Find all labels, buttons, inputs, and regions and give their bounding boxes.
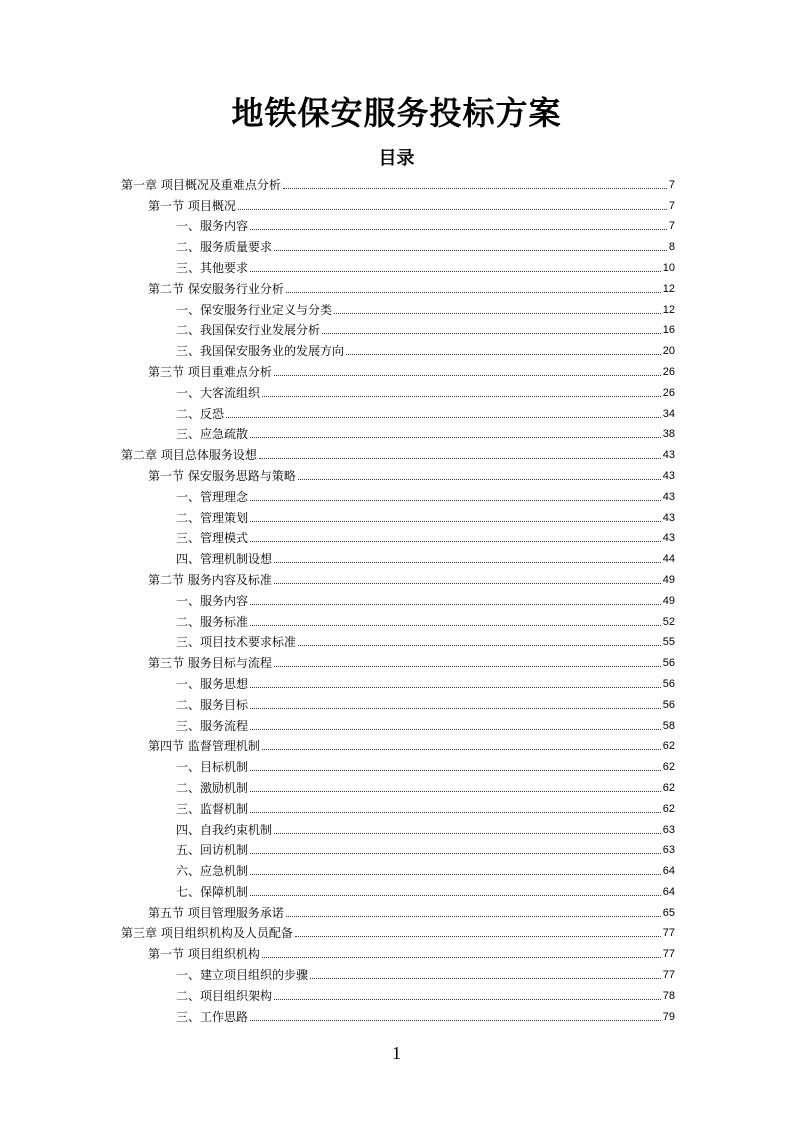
toc-entry-page: 43 bbox=[662, 532, 675, 545]
toc-heading: 目录 bbox=[378, 148, 415, 169]
toc-entry-label: 二、我国保安行业发展分析 bbox=[176, 323, 321, 338]
toc-entry[interactable] bbox=[121, 192, 675, 213]
toc-entry[interactable] bbox=[121, 483, 675, 504]
toc-entry-label: 五、回访机制 bbox=[176, 843, 249, 858]
toc-entry-label: 三、我国保安服务业的发展方向 bbox=[176, 344, 345, 359]
toc-entry-page: 44 bbox=[662, 553, 675, 566]
toc-entry-page: 16 bbox=[662, 324, 675, 337]
toc-entry-label: 二、管理策划 bbox=[176, 510, 249, 525]
toc-entry-page: 7 bbox=[668, 220, 675, 233]
toc-entry-label: 第一节 项目概况 bbox=[148, 198, 236, 213]
toc-entry[interactable] bbox=[121, 587, 675, 608]
toc-entry[interactable] bbox=[121, 899, 675, 920]
toc-entry[interactable] bbox=[121, 940, 675, 961]
toc-entry-page: 62 bbox=[662, 761, 675, 774]
toc-dot-leader bbox=[274, 665, 661, 667]
toc-entry[interactable] bbox=[121, 337, 675, 358]
toc-entry[interactable] bbox=[121, 233, 675, 254]
toc-entry-page: 77 bbox=[662, 948, 675, 961]
toc-dot-leader bbox=[250, 540, 661, 542]
toc-entry[interactable] bbox=[121, 254, 675, 275]
toc-dot-leader bbox=[250, 270, 661, 272]
toc-entry-page: 12 bbox=[662, 303, 675, 316]
toc-entry[interactable] bbox=[121, 275, 675, 296]
toc-entry-page: 7 bbox=[668, 199, 675, 212]
toc-entry[interactable] bbox=[121, 566, 675, 587]
toc-dot-leader bbox=[274, 582, 661, 584]
toc-entry[interactable] bbox=[121, 504, 675, 525]
toc-entry-label: 一、目标机制 bbox=[176, 760, 249, 775]
toc-entry-label: 二、激励机制 bbox=[176, 780, 249, 795]
toc-entry-page: 12 bbox=[662, 282, 675, 295]
toc-entry-label: 六、应急机制 bbox=[176, 864, 249, 879]
toc-dot-leader bbox=[274, 832, 661, 834]
toc-entry[interactable] bbox=[121, 961, 675, 982]
toc-dot-leader bbox=[274, 561, 661, 563]
toc-entry[interactable] bbox=[121, 878, 675, 899]
toc-entry[interactable] bbox=[121, 317, 675, 338]
toc-entry-page: 77 bbox=[662, 927, 675, 940]
toc-dot-leader bbox=[250, 852, 661, 854]
toc-dot-leader bbox=[298, 644, 661, 646]
toc-entry-label: 第一节 保安服务思路与策略 bbox=[148, 468, 296, 483]
toc-dot-leader bbox=[250, 873, 661, 875]
toc-entry-page: 43 bbox=[662, 490, 675, 503]
toc-entry-page: 26 bbox=[662, 365, 675, 378]
toc-dot-leader bbox=[298, 478, 661, 480]
toc-dot-leader bbox=[295, 935, 661, 937]
toc-entry-page: 62 bbox=[662, 740, 675, 753]
toc-entry-label: 二、服务质量要求 bbox=[176, 240, 273, 255]
toc-entry-page: 64 bbox=[662, 865, 675, 878]
toc-entry[interactable] bbox=[121, 691, 675, 712]
toc-entry-label: 二、服务目标 bbox=[176, 697, 249, 712]
toc-entry-label: 一、服务内容 bbox=[176, 593, 249, 608]
toc-entry-page: 65 bbox=[662, 906, 675, 919]
toc-dot-leader bbox=[250, 811, 661, 813]
toc-dot-leader bbox=[259, 457, 661, 459]
toc-dot-leader bbox=[250, 520, 661, 522]
toc-entry-label: 第一章 项目概况及重难点分析 bbox=[121, 177, 281, 192]
toc-entry[interactable] bbox=[121, 171, 675, 192]
toc-entry-label: 第三节 服务目标与流程 bbox=[148, 656, 272, 671]
toc-entry[interactable] bbox=[121, 296, 675, 317]
toc-dot-leader bbox=[250, 603, 661, 605]
toc-dot-leader bbox=[250, 790, 661, 792]
document-title: 地铁保安服务投标方案 bbox=[231, 94, 562, 132]
toc-dot-leader bbox=[250, 686, 661, 688]
toc-entry-label: 一、服务思想 bbox=[176, 676, 249, 691]
toc-entry-page: 62 bbox=[662, 781, 675, 794]
toc-entry[interactable] bbox=[121, 421, 675, 442]
toc-entry[interactable] bbox=[121, 795, 675, 816]
toc-entry-label: 二、反恐 bbox=[176, 406, 225, 421]
toc-dot-leader bbox=[334, 312, 661, 314]
toc-entry[interactable] bbox=[121, 670, 675, 691]
toc-entry-label: 四、管理机制设想 bbox=[176, 552, 273, 567]
toc-entry[interactable] bbox=[121, 982, 675, 1003]
toc-dot-leader bbox=[262, 748, 661, 750]
toc-entry[interactable] bbox=[121, 441, 675, 462]
toc-entry-page: 78 bbox=[662, 989, 675, 1002]
toc-entry-page: 56 bbox=[662, 657, 675, 670]
toc-dot-leader bbox=[250, 894, 661, 896]
toc-entry-page: 79 bbox=[662, 1010, 675, 1023]
toc-dot-leader bbox=[226, 416, 661, 418]
toc-entry-page: 63 bbox=[662, 823, 675, 836]
toc-entry-label: 第二节 保安服务行业分析 bbox=[148, 281, 284, 296]
toc-dot-leader bbox=[250, 769, 661, 771]
toc-dot-leader bbox=[286, 291, 661, 293]
toc-entry-page: 20 bbox=[662, 345, 675, 358]
toc-entry-label: 一、服务内容 bbox=[176, 219, 249, 234]
toc-entry-label: 三、其他要求 bbox=[176, 260, 249, 275]
toc-entry-label: 三、服务流程 bbox=[176, 718, 249, 733]
toc-entry[interactable] bbox=[121, 816, 675, 837]
toc-entry-page: 64 bbox=[662, 885, 675, 898]
toc-entry-page: 7 bbox=[668, 178, 675, 191]
toc-entry-page: 55 bbox=[662, 636, 675, 649]
toc-entry[interactable] bbox=[121, 837, 675, 858]
toc-entry[interactable] bbox=[121, 774, 675, 795]
toc-entry-label: 一、保安服务行业定义与分类 bbox=[176, 302, 333, 317]
toc-entry[interactable] bbox=[121, 920, 675, 941]
toc-entry[interactable] bbox=[121, 649, 675, 670]
toc-entry-page: 63 bbox=[662, 844, 675, 857]
toc-entry-label: 第三节 项目重难点分析 bbox=[148, 364, 272, 379]
toc-entry-page: 49 bbox=[662, 594, 675, 607]
toc-entry-page: 56 bbox=[662, 677, 675, 690]
toc-entry-label: 第三章 项目组织机构及人员配备 bbox=[121, 926, 293, 941]
toc-entry-page: 10 bbox=[662, 261, 675, 274]
toc-dot-leader bbox=[238, 208, 667, 210]
toc-entry-label: 七、保障机制 bbox=[176, 884, 249, 899]
toc-entry[interactable] bbox=[121, 545, 675, 566]
page-number: 1 bbox=[392, 1043, 401, 1063]
toc-dot-leader bbox=[250, 228, 667, 230]
toc-entry-label: 第四节 监督管理机制 bbox=[148, 739, 260, 754]
toc-dot-leader bbox=[274, 374, 661, 376]
toc-entry-label: 一、管理理念 bbox=[176, 489, 249, 504]
toc-entry[interactable] bbox=[121, 1003, 675, 1024]
toc-entry-page: 58 bbox=[662, 719, 675, 732]
toc-entry-label: 一、建立项目组织的步骤 bbox=[176, 968, 309, 983]
toc-entry-label: 三、项目技术要求标准 bbox=[176, 635, 297, 650]
toc-entry-page: 52 bbox=[662, 615, 675, 628]
toc-entry-page: 43 bbox=[662, 469, 675, 482]
toc-entry[interactable] bbox=[121, 462, 675, 483]
toc-entry-label: 第二章 项目总体服务设想 bbox=[121, 448, 257, 463]
toc-entry-page: 38 bbox=[662, 428, 675, 441]
toc-entry-label: 三、管理模式 bbox=[176, 531, 249, 546]
toc-entry[interactable] bbox=[121, 525, 675, 546]
toc-dot-leader bbox=[250, 1019, 661, 1021]
toc-dot-leader bbox=[346, 353, 661, 355]
toc-entry[interactable] bbox=[121, 629, 675, 650]
toc-entry[interactable] bbox=[121, 379, 675, 400]
toc-entry-page: 8 bbox=[668, 241, 675, 254]
toc-entry-label: 一、大客流组织 bbox=[176, 385, 261, 400]
toc-dot-leader bbox=[310, 977, 661, 979]
toc-entry[interactable] bbox=[121, 712, 675, 733]
toc-entry-label: 四、自我约束机制 bbox=[176, 822, 273, 837]
toc-entry-label: 第二节 服务内容及标准 bbox=[148, 572, 272, 587]
toc-entry[interactable] bbox=[121, 358, 675, 379]
toc-entry-page: 56 bbox=[662, 698, 675, 711]
toc-entry[interactable] bbox=[121, 857, 675, 878]
toc-entry[interactable] bbox=[121, 733, 675, 754]
toc-dot-leader bbox=[283, 187, 667, 189]
toc-entry-page: 43 bbox=[662, 511, 675, 524]
toc-dot-leader bbox=[250, 624, 661, 626]
toc-entry-label: 第五节 项目管理服务承诺 bbox=[148, 905, 284, 920]
toc-entry-page: 62 bbox=[662, 802, 675, 815]
toc-entry[interactable] bbox=[121, 400, 675, 421]
table-of-contents bbox=[121, 171, 675, 1024]
toc-dot-leader bbox=[250, 499, 661, 501]
toc-dot-leader bbox=[262, 395, 661, 397]
toc-dot-leader bbox=[286, 915, 661, 917]
toc-entry-page: 77 bbox=[662, 969, 675, 982]
toc-entry-page: 49 bbox=[662, 573, 675, 586]
toc-dot-leader bbox=[274, 249, 667, 251]
toc-entry-label: 三、工作思路 bbox=[176, 1009, 249, 1024]
toc-entry-label: 二、项目组织架构 bbox=[176, 988, 273, 1003]
toc-dot-leader bbox=[250, 707, 661, 709]
toc-dot-leader bbox=[274, 998, 661, 1000]
toc-entry[interactable] bbox=[121, 608, 675, 629]
toc-entry-label: 第一节 项目组织机构 bbox=[148, 947, 260, 962]
toc-entry-label: 二、服务标准 bbox=[176, 614, 249, 629]
toc-dot-leader bbox=[322, 332, 661, 334]
toc-dot-leader bbox=[262, 956, 661, 958]
toc-entry-page: 34 bbox=[662, 407, 675, 420]
toc-entry-page: 43 bbox=[662, 449, 675, 462]
toc-entry[interactable] bbox=[121, 213, 675, 234]
toc-dot-leader bbox=[250, 436, 661, 438]
toc-entry[interactable] bbox=[121, 753, 675, 774]
toc-entry-label: 三、监督机制 bbox=[176, 801, 249, 816]
toc-entry-page: 26 bbox=[662, 386, 675, 399]
toc-entry-label: 三、应急疏散 bbox=[176, 427, 249, 442]
toc-dot-leader bbox=[250, 728, 661, 730]
